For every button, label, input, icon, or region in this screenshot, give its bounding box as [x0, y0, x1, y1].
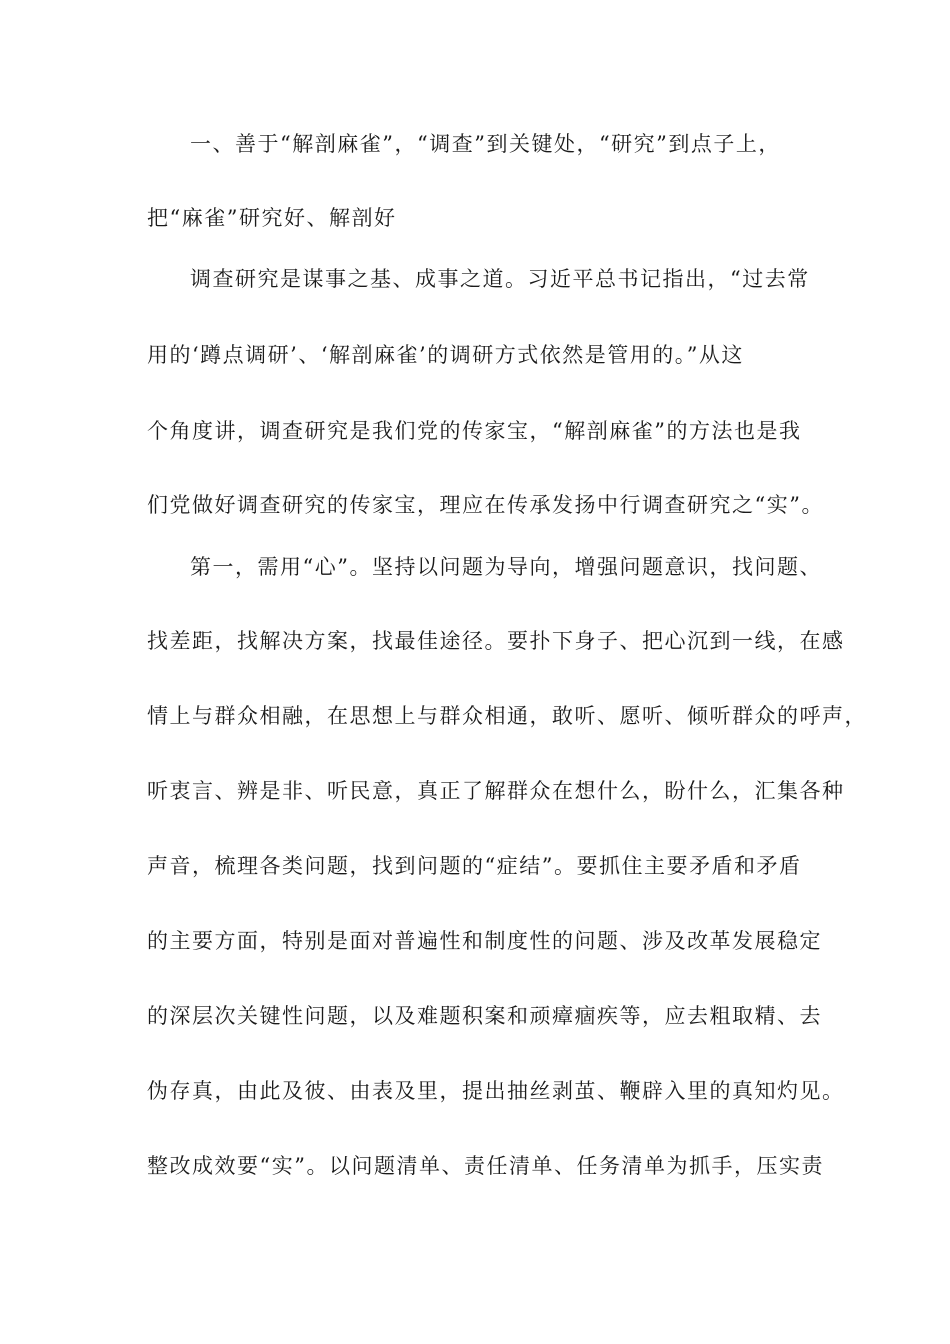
paragraph-line: 伪存真，由此及彼、由表及里，提出抽丝剥茧、鞭辟入里的真知灼见。: [147, 1079, 845, 1103]
paragraph-line: 找差距，找解决方案，找最佳途径。要扑下身子、把心沉到一线，在感: [147, 629, 845, 653]
paragraph-line: 的主要方面，特别是面对普遍性和制度性的问题、涉及改革发展稳定: [147, 929, 822, 953]
paragraph-line: 声音，梳理各类问题，找到问题的“症结”。要抓住主要矛盾和矛盾: [147, 854, 802, 878]
paragraph-line: 个角度讲，调查研究是我们党的传家宝，“解剖麻雀”的方法也是我: [147, 419, 802, 443]
paragraph-line: 整改成效要“实”。以问题清单、责任清单、任务清单为抓手，压实责: [147, 1154, 824, 1178]
paragraph-line: 情上与群众相融，在思想上与群众相通，敢听、愿听、倾听群众的呼声，: [147, 704, 867, 728]
heading-line-1: 一、善于“解剖麻雀”，“调查”到关键处，“研究”到点子上，: [190, 132, 781, 156]
paragraph-line: 用的‘蹲点调研’、‘解剖麻雀’的调研方式依然是管用的。”从这: [147, 343, 744, 367]
paragraph-line: 听衷言、辨是非、听民意，真正了解群众在想什么，盼什么，汇集各种: [147, 779, 845, 803]
paragraph-line: 们党做好调查研究的传家宝，理应在传承发扬中行调查研究之“实”。: [147, 493, 824, 517]
paragraph-line: 调查研究是谋事之基、成事之道。习近平总书记指出，“过去常: [190, 267, 810, 291]
paragraph-line: 第一，需用“心”。坚持以问题为导向，增强问题意识，找问题、: [190, 555, 822, 579]
paragraph-line: 的深层次关键性问题，以及难题积案和顽瘴痼疾等，应去粗取精、去: [147, 1004, 822, 1028]
heading-line-2: 把“麻雀”研究好、解剖好: [147, 206, 397, 230]
